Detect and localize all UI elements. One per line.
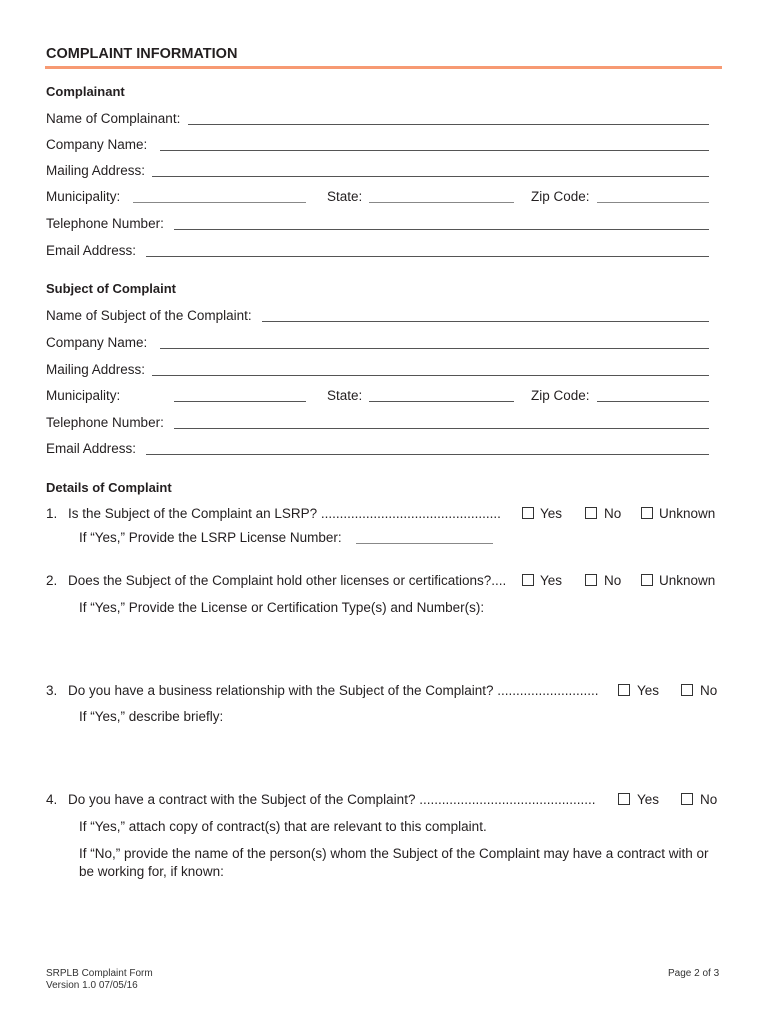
subject-zip-field[interactable]	[597, 401, 709, 402]
complainant-state-label: State:	[327, 189, 363, 204]
footer-page-number: Page 2 of 3	[668, 968, 720, 979]
subject-telephone-field[interactable]	[174, 428, 709, 429]
complainant-email-label: Email Address:	[46, 243, 137, 258]
q3-yes-checkbox[interactable]	[618, 684, 630, 696]
subject-email-field[interactable]	[146, 454, 709, 455]
q1-unknown-checkbox[interactable]	[641, 507, 653, 519]
subject-company-field[interactable]	[160, 348, 709, 349]
page-title: COMPLAINT INFORMATION	[46, 46, 238, 62]
q2-yes-label: Yes	[540, 573, 563, 588]
complainant-name-field[interactable]	[188, 124, 709, 125]
q4-number: 4.	[46, 792, 58, 807]
section-heading-subject: Subject of Complaint	[46, 281, 176, 296]
subject-mailing-label: Mailing Address:	[46, 362, 146, 377]
q4-no-checkbox[interactable]	[681, 793, 693, 805]
complainant-municipality-label: Municipality:	[46, 189, 121, 204]
footer-version: Version 1.0 07/05/16	[46, 980, 138, 991]
section-heading-details: Details of Complaint	[46, 480, 172, 495]
complainant-zip-field[interactable]	[597, 202, 709, 203]
q2-yes-checkbox[interactable]	[522, 574, 534, 586]
q2-no-label: No	[604, 573, 622, 588]
q1-license-number-field[interactable]	[356, 543, 493, 544]
subject-telephone-label: Telephone Number:	[46, 415, 164, 430]
q1-yes-checkbox[interactable]	[522, 507, 534, 519]
complainant-company-field[interactable]	[160, 150, 709, 151]
subject-zip-label: Zip Code:	[531, 388, 590, 403]
subject-mailing-field[interactable]	[152, 375, 709, 376]
complainant-mailing-label: Mailing Address:	[46, 163, 146, 178]
complainant-company-label: Company Name:	[46, 137, 148, 152]
subject-email-label: Email Address:	[46, 441, 137, 456]
q3-no-checkbox[interactable]	[681, 684, 693, 696]
subject-municipality-field[interactable]	[174, 401, 306, 402]
q4-text: Do you have a contract with the Subject of the Complaint? ...............................................	[68, 792, 596, 807]
complainant-telephone-field[interactable]	[174, 229, 709, 230]
subject-state-label: State:	[327, 388, 363, 403]
subject-name-field[interactable]	[262, 321, 709, 322]
q1-number: 1.	[46, 506, 58, 521]
q4-followup-no-line1: If “No,” provide the name of the person(s) whom the Subject of the Complaint may have a contract with or	[79, 846, 709, 861]
q2-unknown-label: Unknown	[659, 573, 716, 588]
q4-followup-no-line2: be working for, if known:	[79, 864, 224, 879]
q2-text: Does the Subject of the Complaint hold other licenses or certifications?....	[68, 573, 507, 588]
q2-followup-label: If “Yes,” Provide the License or Certification Type(s) and Number(s):	[79, 600, 485, 615]
q4-followup-yes: If “Yes,” attach copy of contract(s) that are relevant to this complaint.	[79, 819, 487, 834]
q1-no-label: No	[604, 506, 622, 521]
complainant-mailing-field[interactable]	[152, 176, 709, 177]
complainant-zip-label: Zip Code:	[531, 189, 590, 204]
q1-no-checkbox[interactable]	[585, 507, 597, 519]
q4-no-label: No	[700, 792, 718, 807]
q3-text: Do you have a business relationship with the Subject of the Complaint? ...........................	[68, 683, 599, 698]
q1-unknown-label: Unknown	[659, 506, 716, 521]
subject-state-field[interactable]	[369, 401, 514, 402]
complainant-state-field[interactable]	[369, 202, 514, 203]
complainant-municipality-field[interactable]	[133, 202, 306, 203]
q3-no-label: No	[700, 683, 718, 698]
complainant-name-label: Name of Complainant:	[46, 111, 181, 126]
complainant-telephone-label: Telephone Number:	[46, 216, 164, 231]
q4-yes-label: Yes	[637, 792, 660, 807]
q2-number: 2.	[46, 573, 58, 588]
q1-text: Is the Subject of the Complaint an LSRP? ................................................	[68, 506, 501, 521]
q1-followup-label: If “Yes,” Provide the LSRP License Number:	[79, 530, 342, 545]
q3-number: 3.	[46, 683, 58, 698]
q2-unknown-checkbox[interactable]	[641, 574, 653, 586]
section-heading-complainant: Complainant	[46, 84, 125, 99]
q2-no-checkbox[interactable]	[585, 574, 597, 586]
subject-company-label: Company Name:	[46, 335, 148, 350]
q1-yes-label: Yes	[540, 506, 563, 521]
title-divider	[45, 66, 722, 69]
footer-form-name: SRPLB Complaint Form	[46, 968, 153, 979]
q3-followup-label: If “Yes,” describe briefly:	[79, 709, 224, 724]
subject-municipality-label: Municipality:	[46, 388, 121, 403]
subject-name-label: Name of Subject of the Complaint:	[46, 308, 252, 323]
complainant-email-field[interactable]	[146, 256, 709, 257]
q4-yes-checkbox[interactable]	[618, 793, 630, 805]
q3-yes-label: Yes	[637, 683, 660, 698]
